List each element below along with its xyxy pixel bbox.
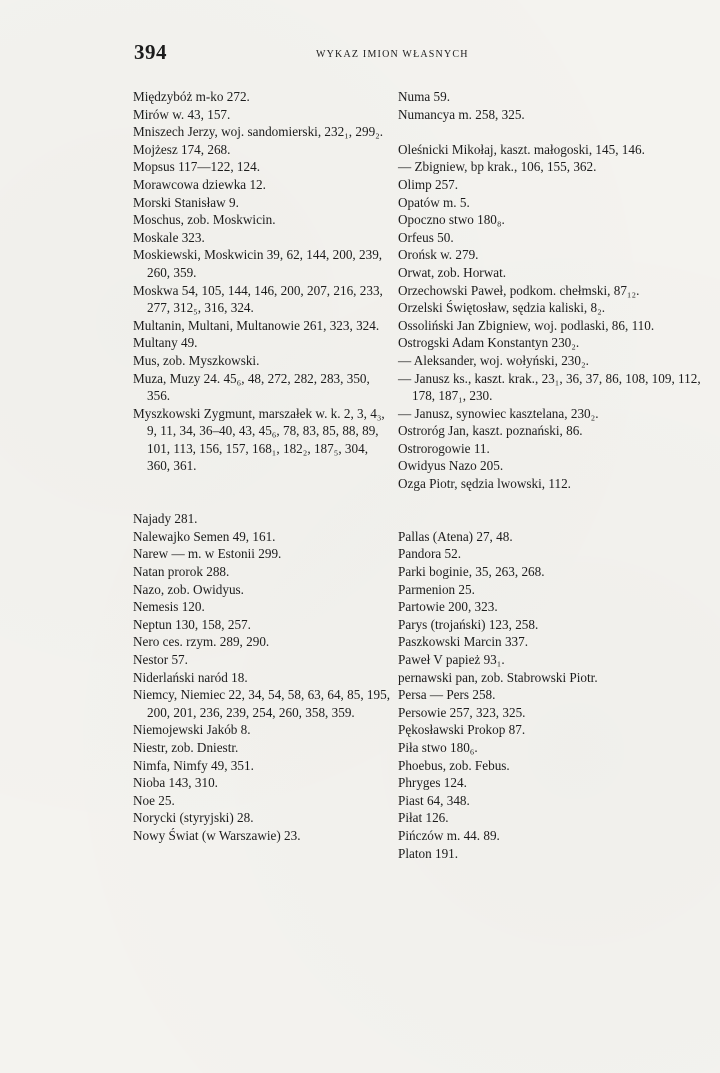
index-entry: Nalewajko Semen 49, 161. <box>133 528 276 544</box>
index-entry: Persa — Pers 258. <box>398 687 496 703</box>
index-entry: Moskale 323. <box>133 229 205 245</box>
index-entry: Mopsus 117—122, 124. <box>133 159 261 175</box>
index-entry: Piłat 126. <box>398 810 449 826</box>
index-entry: Orwat, zob. Horwat. <box>398 264 507 280</box>
index-block-m <box>133 88 393 475</box>
index-entry: — Zbigniew, bp krak., 106, 155, 362. <box>398 159 597 175</box>
index-entry: Ostroróg Jan, kaszt. poznański, 86. <box>398 423 583 439</box>
index-block-n-cont <box>398 88 720 123</box>
index-entry: Persowie 257, 323, 325. <box>398 704 526 720</box>
index-entry: Nemesis 120. <box>133 599 205 615</box>
index-entry: Narew — m. w Estonii 299. <box>133 546 282 562</box>
index-entry: Partowie 200, 323. <box>398 599 498 615</box>
index-block-p <box>398 528 720 862</box>
index-entry: Owidyus Nazo 205. <box>398 458 504 474</box>
index-entry: Mus, zob. Myszkowski. <box>133 352 260 368</box>
index-entry: Parys (trojański) 123, 258. <box>398 616 539 632</box>
index-entry: Orfeus 50. <box>398 229 454 245</box>
index-entry: Phoebus, zob. Febus. <box>398 757 510 773</box>
index-entry: Olimp 257. <box>398 176 459 192</box>
index-entry: Platon 191. <box>398 845 459 861</box>
page-header <box>134 40 720 64</box>
index-entry: Mirów w. 43, 157. <box>133 106 231 122</box>
index-entry: Paweł V papież 93₁. <box>398 652 505 667</box>
index-entry: Myszkowski Zygmunt, marszałek w. k. 2, 3, 4₃, 9, 11, 34, 36–40, 43, 45₆, 78, 83, 85, 88, 89, 101, 113, 156, 157, 168₁, 182₂, 187₅, 304, 360, 361. <box>133 405 385 474</box>
index-entry: Moschus, zob. Moskwicin. <box>133 212 276 228</box>
index-column-right <box>398 88 720 862</box>
index-entry: Niemojewski Jakób 8. <box>133 722 251 738</box>
index-entry: Niestr, zob. Dniestr. <box>133 739 239 755</box>
index-entry: Noe 25. <box>133 792 175 808</box>
index-entry: Nazo, zob. Owidyus. <box>133 581 244 597</box>
index-entry: Parmenion 25. <box>398 581 475 597</box>
index-entry: Norycki (styryjski) 28. <box>133 810 254 826</box>
index-entry: Parki boginie, 35, 263, 268. <box>398 564 545 580</box>
index-entry: Piła stwo 180₆. <box>398 739 478 755</box>
index-entry: Pękosławski Prokop 87. <box>398 722 526 738</box>
index-entry: Orońsk w. 279. <box>398 247 479 263</box>
index-entry: Moskiewski, Moskwicin 39, 62, 144, 200, 239, 260, 359. <box>133 247 383 280</box>
index-entry: Pallas (Atena) 27, 48. <box>398 528 513 544</box>
index-entry: Phryges 124. <box>398 775 467 791</box>
index-entry: Piast 64, 348. <box>398 792 470 808</box>
index-entry: Mniszech Jerzy, woj. sandomierski, 232₁, 299₂. <box>133 124 384 140</box>
index-entry: Pandora 52. <box>398 546 461 562</box>
index-entry: Niemcy, Niemiec 22, 34, 54, 58, 63, 64, 85, 195, 200, 201, 236, 239, 254, 260, 358, 359. <box>133 687 390 720</box>
index-entry: Ozga Piotr, sędzia lwowski, 112. <box>398 476 571 492</box>
index-entry: Ostrogski Adam Konstantyn 230₂. <box>398 335 580 351</box>
block-gap <box>133 493 393 511</box>
index-entry: Nowy Świat (w Warszawie) 23. <box>133 827 301 843</box>
index-entry: Natan prorok 288. <box>133 564 230 580</box>
index-entry: Morski Stanisław 9. <box>133 194 239 210</box>
index-entry: Numa 59. <box>398 89 451 104</box>
index-entry: Paszkowski Marcin 337. <box>398 634 529 650</box>
index-entry: Moskwa 54, 105, 144, 146, 200, 207, 216, 233, 277, 312₅, 316, 324. <box>133 282 383 316</box>
index-entry: — Janusz, synowiec kasztelana, 230₂. <box>398 405 599 421</box>
index-entry: Oleśnicki Mikołaj, kaszt. małogoski, 145, 146. <box>398 141 645 157</box>
index-column-left <box>133 88 393 845</box>
index-entry: Ostrorogowie 11. <box>398 440 490 456</box>
index-entry: — Janusz ks., kaszt. krak., 23₁, 36, 37, 86, 108, 109, 112, 178, 187₁, 230. <box>398 370 701 404</box>
page-number: 394 <box>134 40 167 64</box>
index-entry: pernawski pan, zob. Stabrowski Piotr. <box>398 669 598 685</box>
index-entry: Opoczno stwo 180₈. <box>398 212 505 228</box>
running-head: WYKAZ IMION WŁASNYCH <box>316 49 469 60</box>
index-block-n <box>133 510 393 844</box>
index-entry: Nestor 57. <box>133 652 188 667</box>
index-entry: — Aleksander, woj. wołyński, 230₂. <box>398 352 589 368</box>
block-gap <box>398 510 720 528</box>
block-gap <box>398 493 720 511</box>
index-entry: Muza, Muzy 24. 45₆, 48, 272, 282, 283, 350, 356. <box>133 370 370 404</box>
index-entry: Nero ces. rzym. 289, 290. <box>133 634 270 650</box>
index-entry: Orzechowski Paweł, podkom. chełmski, 87₁₂. <box>398 282 640 298</box>
index-entry: Nimfa, Nimfy 49, 351. <box>133 757 254 773</box>
index-entry: Opatów m. 5. <box>398 194 470 210</box>
index-entry: Ossoliński Jan Zbigniew, woj. podlaski, 86, 110. <box>398 317 655 333</box>
index-block-o <box>398 141 720 493</box>
index-entry: Numancya m. 258, 325. <box>398 106 525 122</box>
block-gap <box>398 123 720 141</box>
index-entry: Orzelski Świętosław, sędzia kaliski, 8₂. <box>398 300 606 316</box>
index-entry: Niderlański naród 18. <box>133 669 248 685</box>
index-entry: Multanin, Multani, Multanowie 261, 323, 324. <box>133 317 380 333</box>
index-entry: Morawcowa dziewka 12. <box>133 176 266 192</box>
index-entry: Międzybóż m-ko 272. <box>133 89 250 104</box>
index-entry: Multany 49. <box>133 335 198 351</box>
index-entry: Pińczów m. 44. 89. <box>398 827 500 843</box>
index-entry: Nioba 143, 310. <box>133 775 218 791</box>
index-entry: Najady 281. <box>133 511 198 527</box>
index-entry: Neptun 130, 158, 257. <box>133 616 251 632</box>
index-entry: Mojżesz 174, 268. <box>133 141 231 157</box>
block-gap <box>133 475 393 493</box>
